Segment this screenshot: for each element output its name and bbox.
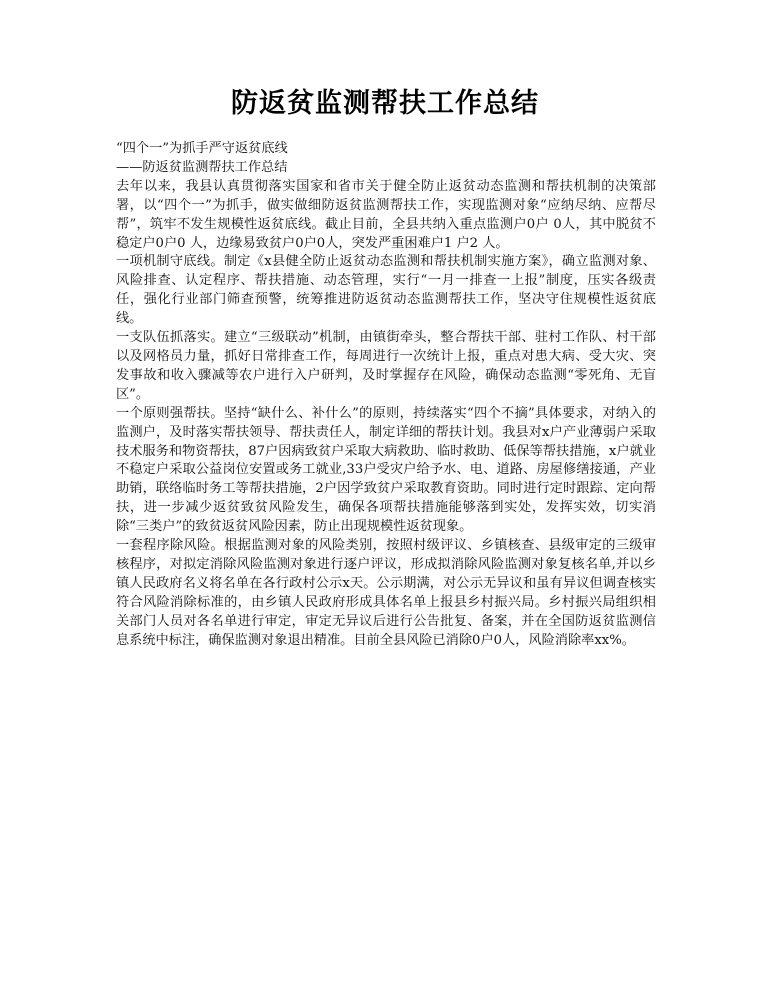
body-paragraph: 一套程序除风险。根据监测对象的风险类别，按照村级评议、乡镇核查、县级审定的三级审核程序，对拟定消除风险监测对象进行逐户评议，形成拟消除风险监测对象复核名单,并以乡镇人民政府名义将名单在各行政村公示x天。公示期满，对公示无异议和虽有异议但调查核实符合风险消除标准的，由乡镇人民政府形成具体名单上报县乡村振兴局。乡村振兴局组织相关部门人员对各名单进行审定，审定无异议后进行公告批复、备案，并在全国防返贫监测信息系统中标注，确保监测对象退出精准。目前全县风险已消除0户0人，风险消除率xx%。 <box>116 538 656 648</box>
subtitle-line: “四个一”为抓手严守返贫底线 <box>116 141 288 156</box>
subtitle-line: ——防返贫监测帮扶工作总结 <box>116 159 288 175</box>
body-paragraph: 一支队伍抓落实。建立“三级联动”机制，由镇街牵头，整合帮扶干部、驻村工作队、村干部以及网格员力量，抓好日常排查工作，每周进行一次统计上报，重点对患大病、受大灾、突发事故和收入骤减等农户进行入户研判，及时掌握存在风险，确保动态监测“零死角、无盲区”。 <box>116 330 656 402</box>
body-paragraph: 一个原则强帮扶。坚持“缺什么、补什么”的原则，持续落实“四个不摘”具体要求，对纳入的监测户，及时落实帮扶领导、帮扶责任人，制定详细的帮扶计划。我县对x户产业薄弱户采取技术服务和物资帮扶，87户因病致贫户采取大病救助、临时救助、低保等帮扶措施，x户就业不稳定户采取公益岗位安置或务工就业,33户受灾户给予水、电、道路、房屋修缮接通，产业助销，联络临时务工等帮扶措施，2户因学致贫户采取教育资助。同时进行定时跟踪、定向帮扶，进一步减少返贫致贫风险发生，确保各项帮扶措施能够落到实处，发挥实效，切实消除“三类户”的致贫返贫风险因素，防止出现规模性返贫现象。 <box>116 405 656 535</box>
body-paragraph: 一项机制守底线。制定《x县健全防止返贫动态监测和帮扶机制实施方案》，确立监测对象、风险排查、认定程序、帮扶措施、动态管理，实行“一月一排查一上报”制度，压实各级责任，强化行业部门筛查预警，统筹推进防返贫动态监测帮扶工作，坚决守住规模性返贫底线。 <box>116 254 656 327</box>
document-body <box>116 140 656 650</box>
body-paragraph: 去年以来，我县认真贯彻落实国家和省市关于健全防止返贫动态监测和帮扶机制的决策部署，以“四个一”为抓手，做实做细防返贫监测帮扶工作，实现监测对象“应纳尽纳、应帮尽帮”，筑牢不发生规模性返贫底线。截止目前，全县共纳入重点监测户0户 0人，其中脱贫不稳定户0户0 人，边缘易致贫户0户0人，突发严重困难户1 户2 人。 <box>116 178 656 251</box>
document-title: 防返贫监测帮扶工作总结 <box>231 88 539 119</box>
